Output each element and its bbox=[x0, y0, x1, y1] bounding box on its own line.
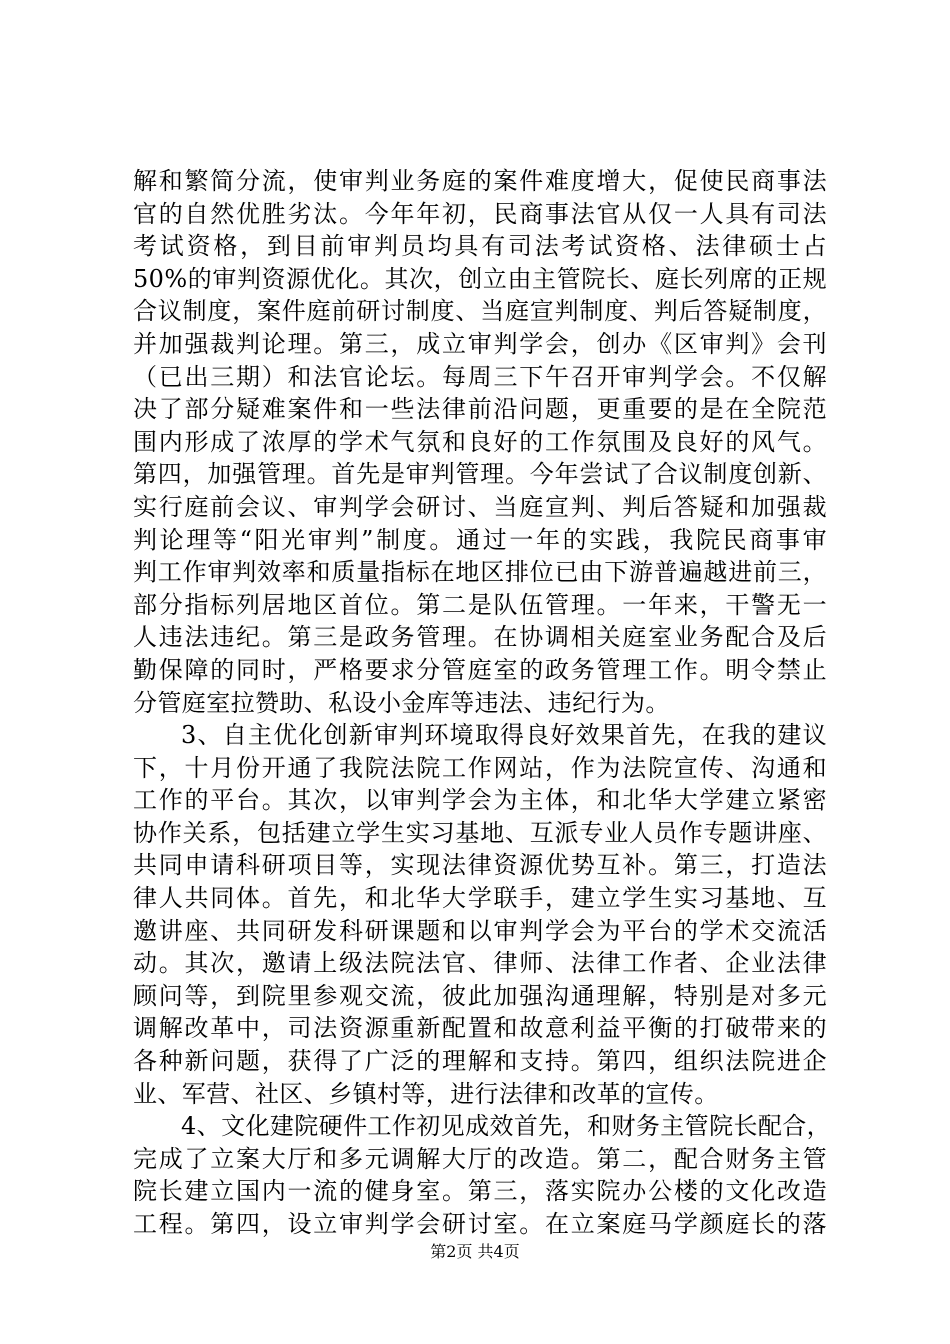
text-line: 3、自主优化创新审判环境取得良好效果首先，在我的建议 bbox=[181, 721, 827, 750]
text-line: 分管庭室拉赞助、私设小金库等违法、违纪行为。 bbox=[133, 688, 670, 717]
text-line: 动。其次，邀请上级法院法官、律师、法律工作者、企业法律 bbox=[133, 949, 827, 978]
text-line: 调解改革中，司法资源重新配置和故意利益平衡的打破带来的 bbox=[133, 1014, 827, 1043]
text-line: 人违法违纪。第三是政务管理。在协调相关庭室业务配合及后 bbox=[133, 623, 827, 652]
text-line: 判工作审判效率和质量指标在地区排位已由下游普遍越进前三， bbox=[133, 558, 827, 587]
text-line: 决了部分疑难案件和一些法律前沿问题，更重要的是在全院范 bbox=[133, 395, 827, 424]
text-line: 邀讲座、共同研发科研课题和以审判学会为平台的学术交流活 bbox=[133, 916, 827, 945]
text-line: 实行庭前会议、审判学会研讨、当庭宣判、判后答疑和加强裁 bbox=[133, 492, 827, 521]
text-line: 判论理等“阳光审判”制度。通过一年的实践，我院民商事审 bbox=[133, 525, 827, 554]
text-line: 业、军营、社区、乡镇村等，进行法律和改革的宣传。 bbox=[133, 1079, 719, 1108]
text-line: 并加强裁判论理。第三，成立审判学会，创办《区审判》会刊 bbox=[133, 329, 827, 358]
text-line: 官的自然优胜劣汰。今年年初，民商事法官从仅一人具有司法 bbox=[133, 199, 827, 228]
text-line: 考试资格，到目前审判员均具有司法考试资格、法律硕士占 bbox=[133, 232, 827, 261]
text-line: 各种新问题，获得了广泛的理解和支持。第四，组织法院进企 bbox=[133, 1047, 827, 1076]
text-line: 律人共同体。首先，和北华大学联手，建立学生实习基地、互 bbox=[133, 884, 827, 913]
text-line: 4、文化建院硬件工作初见成效首先，和财务主管院长配合， bbox=[181, 1112, 832, 1141]
text-line: （已出三期）和法官论坛。每周三下午召开审判学会。不仅解 bbox=[133, 362, 827, 391]
text-line: 院长建立国内一流的健身室。第三，落实院办公楼的文化改造 bbox=[133, 1177, 827, 1206]
text-line: 部分指标列居地区首位。第二是队伍管理。一年来，干警无一 bbox=[133, 590, 827, 619]
text-line: 完成了立案大厅和多元调解大厅的改造。第二，配合财务主管 bbox=[133, 1144, 827, 1173]
text-line: 顾问等，到院里参观交流，彼此加强沟通理解，特别是对多元 bbox=[133, 981, 827, 1010]
text-line: 解和繁简分流，使审判业务庭的案件难度增大，促使民商事法 bbox=[133, 167, 827, 195]
body-text bbox=[133, 165, 832, 1241]
text-line: 合议制度，案件庭前研讨制度、当庭宣判制度、判后答疑制度， bbox=[133, 297, 827, 326]
text-line: 第四，加强管理。首先是审判管理。今年尝试了合议制度创新、 bbox=[133, 460, 827, 489]
text-line: 勤保障的同时，严格要求分管庭室的政务管理工作。明令禁止 bbox=[133, 655, 827, 684]
text-line: 工程。第四，设立审判学会研讨室。在立案庭马学颜庭长的落 bbox=[133, 1210, 827, 1238]
text-line: 共同申请科研项目等，实现法律资源优势互补。第三，打造法 bbox=[133, 851, 827, 880]
text-line: 围内形成了浓厚的学术气氛和良好的工作氛围及良好的风气。 bbox=[133, 427, 827, 456]
text-line: 协作关系，包括建立学生实习基地、互派专业人员作专题讲座、 bbox=[133, 818, 827, 847]
page-footer: 第2页 共4页 bbox=[430, 1242, 520, 1261]
text-line: 下，十月份开通了我院法院工作网站，作为法院宣传、沟通和 bbox=[133, 753, 827, 782]
text-line: 工作的平台。其次，以审判学会为主体，和北华大学建立紧密 bbox=[133, 786, 827, 815]
text-line: 50%的审判资源优化。其次，创立由主管院长、庭长列席的正规 bbox=[133, 264, 827, 293]
